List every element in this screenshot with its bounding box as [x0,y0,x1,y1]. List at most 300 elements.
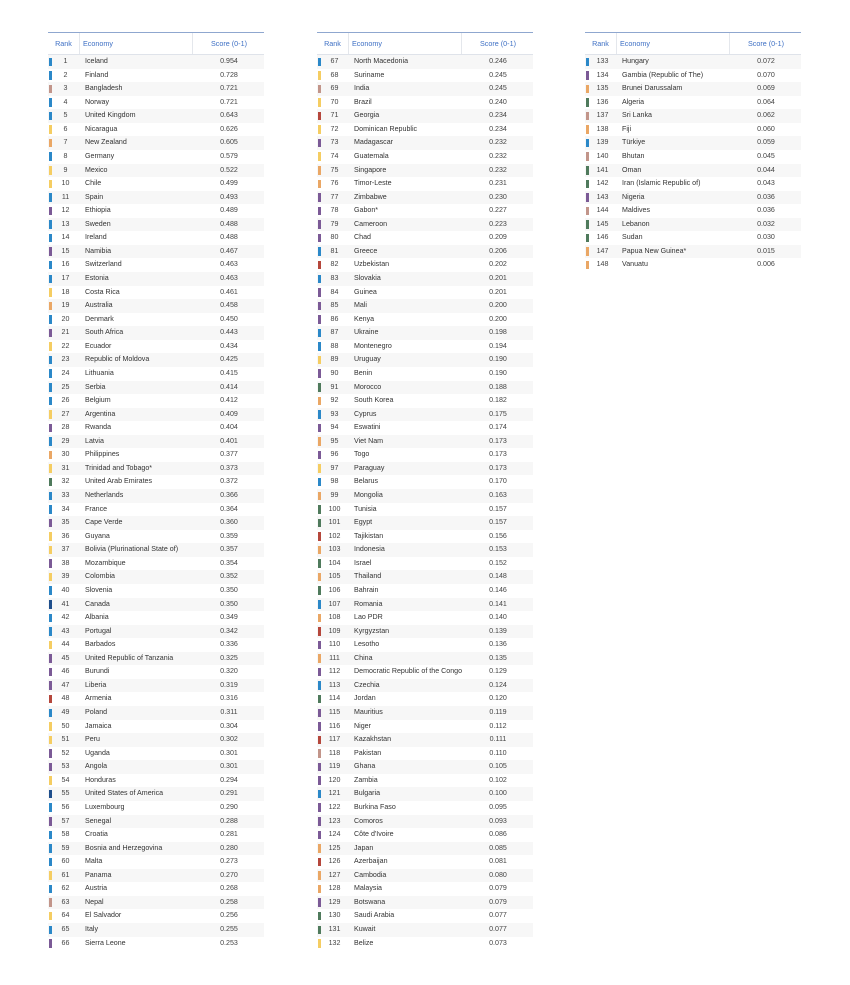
economy-cell: Guinea [354,287,377,296]
score-cell: 0.201 [489,274,507,282]
rank-cell: 79 [330,219,339,228]
table-row [48,937,264,951]
economy-cell: Egypt [354,518,373,527]
rank-cell: 77 [330,192,339,201]
economy-cell: Sri Lanka [622,111,652,120]
score-cell: 0.156 [489,531,507,540]
economy-cell: New Zealand [85,138,127,147]
score-cell: 0.188 [489,382,507,391]
rank-cell: 65 [61,925,70,933]
economy-cell: Uzbekistan [354,260,390,269]
score-cell: 0.157 [489,518,507,527]
score-cell: 0.643 [220,111,238,120]
score-cell: 0.320 [220,667,238,676]
table-row [317,448,533,462]
table-row [48,489,264,503]
rank-cell: 97 [330,463,339,472]
rank-cell: 143 [596,192,609,201]
table-row [48,286,264,300]
table-row [48,475,264,489]
table-row [48,706,264,720]
table-row [48,869,264,883]
score-cell: 0.079 [489,897,507,906]
score-cell: 0.273 [220,857,238,866]
economy-cell: Zimbabwe [354,192,387,201]
score-cell: 0.139 [489,626,507,635]
rank-cell: 93 [330,409,339,418]
table-row [48,584,264,598]
table-row [317,625,533,639]
rank-cell: 100 [328,504,341,513]
table-body [585,55,801,272]
table-row [48,299,264,313]
score-cell: 0.579 [220,151,238,160]
score-cell: 0.102 [489,775,507,784]
table-row [48,96,264,110]
score-cell: 0.173 [489,463,507,472]
rank-cell: 51 [61,735,70,744]
table-row [48,340,264,354]
table-row [317,733,533,747]
ranking-table-2 [317,32,533,950]
score-cell: 0.268 [220,884,238,893]
economy-cell: Bolivia (Plurinational State of) [85,545,179,554]
economy-cell: Montenegro [354,341,392,350]
table-row [48,408,264,422]
economy-cell: Ghana [354,762,376,771]
header-rank[interactable]: Rank [317,33,349,54]
rank-cell: 14 [61,233,70,242]
economy-cell: Jordan [354,694,376,703]
economy-cell: Senegal [85,816,112,825]
economy-cell: Peru [85,735,100,744]
score-cell: 0.148 [489,572,507,581]
score-cell: 0.450 [220,314,238,323]
score-cell: 0.294 [220,775,238,784]
score-cell: 0.085 [489,843,507,852]
rank-cell: 133 [596,57,609,65]
rank-cell: 71 [330,111,339,120]
table-row [317,421,533,435]
score-cell: 0.605 [220,138,238,147]
table-header [48,32,264,55]
table-row [317,286,533,300]
table-row [48,801,264,815]
rank-cell: 142 [596,179,609,188]
table-row [48,787,264,801]
score-cell: 0.302 [220,735,238,744]
table-row [48,543,264,557]
table-row [317,869,533,883]
score-cell: 0.522 [220,165,238,174]
economy-cell: Uganda [85,748,110,757]
rank-cell: 112 [328,667,341,676]
economy-cell: El Salvador [85,911,122,920]
table-row [585,218,801,232]
table-row [48,421,264,435]
table-row [317,150,533,164]
score-cell: 0.360 [220,518,238,527]
rank-cell: 63 [61,897,70,906]
rank-cell: 29 [61,436,70,445]
table-row [317,313,533,327]
score-cell: 0.288 [220,816,238,825]
score-cell: 0.290 [220,802,238,811]
score-cell: 0.070 [757,70,775,79]
rank-cell: 146 [596,233,609,242]
score-cell: 0.493 [220,192,238,201]
rank-cell: 7 [63,138,68,147]
score-cell: 0.173 [489,450,507,459]
score-cell: 0.357 [220,545,238,554]
score-cell: 0.227 [489,206,507,215]
rank-cell: 19 [61,301,70,310]
table-row [585,231,801,245]
score-cell: 0.146 [489,585,507,594]
rank-cell: 8 [63,151,68,160]
header-economy[interactable]: Economy [349,33,462,54]
rank-cell: 105 [328,572,341,581]
table-row [48,245,264,259]
economy-cell: Colombia [85,572,115,581]
rank-cell: 102 [328,531,341,540]
table-row [48,530,264,544]
rank-cell: 4 [63,97,68,106]
score-cell: 0.721 [220,84,238,93]
table-row [317,598,533,612]
table-row [48,720,264,734]
economy-cell: Timor-Leste [354,179,392,188]
score-cell: 0.060 [757,124,775,133]
rank-cell: 43 [61,626,70,635]
score-cell: 0.112 [489,721,507,730]
economy-cell: Armenia [85,694,112,703]
rank-cell: 94 [330,423,339,432]
economy-cell: Japan [354,843,374,852]
rank-cell: 25 [61,382,70,391]
score-cell: 0.036 [757,192,775,201]
score-cell: 0.488 [220,233,238,242]
economy-cell: Mali [354,301,368,310]
score-cell: 0.372 [220,477,238,486]
rank-cell: 116 [328,721,341,730]
table-row [48,923,264,937]
score-cell: 0.245 [489,84,507,93]
table-row [48,177,264,191]
table-row [317,408,533,422]
table-row [48,638,264,652]
economy-cell: South Korea [354,396,394,405]
economy-cell: Cape Verde [85,518,123,527]
table-row [317,191,533,205]
rank-cell: 22 [61,341,70,350]
rank-cell: 129 [328,897,341,906]
economy-cell: Argentina [85,409,116,418]
rank-cell: 5 [63,111,68,120]
score-cell: 0.728 [220,70,238,79]
rank-cell: 53 [61,762,70,771]
score-cell: 0.030 [757,233,775,242]
score-cell: 0.256 [220,911,238,920]
rank-cell: 56 [61,802,70,811]
economy-cell: Switzerland [85,260,122,269]
economy-cell: Thailand [354,572,382,581]
table-row [317,353,533,367]
table-row [48,733,264,747]
economy-cell: Cyprus [354,409,377,418]
table-row [317,760,533,774]
score-cell: 0.209 [489,233,507,242]
rank-cell: 6 [63,124,68,133]
economy-cell: Sweden [85,219,111,228]
ranking-table-1 [48,32,264,950]
table-row [48,109,264,123]
table-row [48,570,264,584]
rank-cell: 12 [61,206,70,215]
rank-cell: 61 [61,870,70,879]
economy-cell: Ecuador [85,341,112,350]
table-row [317,218,533,232]
score-cell: 0.062 [757,111,775,120]
header-rank[interactable]: Rank [585,33,617,54]
economy-cell: Poland [85,708,108,716]
score-cell: 0.110 [489,748,507,757]
table-row [317,394,533,408]
score-cell: 0.190 [489,355,507,364]
table-row [48,326,264,340]
economy-cell: Belarus [354,477,379,486]
score-cell: 0.073 [489,938,507,947]
rank-cell: 139 [596,138,609,147]
rank-cell: 62 [61,884,70,893]
score-cell: 0.301 [220,762,238,771]
table-row [48,394,264,408]
table-row [317,272,533,286]
score-cell: 0.006 [757,260,775,269]
economy-cell: Albania [85,613,109,622]
table-body [317,55,533,950]
rank-cell: 123 [328,816,341,825]
economy-cell: Burundi [85,667,110,676]
table-row [48,882,264,896]
rank-cell: 48 [61,694,70,703]
score-cell: 0.258 [220,897,238,906]
table-row [317,245,533,259]
table-row [317,489,533,503]
economy-cell: Costa Rica [85,287,120,296]
table-row [317,557,533,571]
rank-cell: 85 [330,301,339,310]
score-cell: 0.015 [757,246,775,255]
score-cell: 0.200 [489,314,507,323]
economy-cell: Belgium [85,396,111,405]
economy-cell: Netherlands [85,491,124,499]
rank-cell: 117 [328,735,341,744]
table-row [317,909,533,923]
header-economy[interactable]: Economy [80,33,193,54]
rank-cell: 40 [61,585,70,594]
rank-cell: 9 [63,165,68,174]
rank-cell: 59 [61,843,70,852]
score-cell: 0.081 [489,857,507,866]
economy-cell: Finland [85,70,109,79]
rank-cell: 78 [330,206,339,215]
economy-cell: Malaysia [354,884,382,893]
rank-cell: 20 [61,314,70,323]
rank-cell: 125 [328,843,341,852]
economy-cell: Austria [85,884,108,893]
rank-cell: 120 [328,775,341,784]
score-cell: 0.467 [220,246,238,255]
economy-cell: Chad [354,233,371,242]
rank-cell: 135 [596,84,609,93]
rank-cell: 113 [328,680,341,689]
economy-cell: Comoros [354,816,383,825]
economy-cell: Saudi Arabia [354,911,395,920]
economy-cell: Belize [354,938,374,947]
economy-cell: Uruguay [354,355,381,364]
rank-cell: 121 [328,789,341,798]
rank-cell: 32 [61,477,70,486]
economy-cell: Lesotho [354,640,380,649]
score-cell: 0.461 [220,287,238,296]
economy-cell: Côte d'Ivoire [354,830,394,839]
table-row [585,245,801,259]
economy-cell: Barbados [85,640,116,649]
rank-cell: 90 [330,368,339,377]
table-row [585,123,801,137]
table-row [585,82,801,96]
header-rank[interactable]: Rank [48,33,80,54]
table-row [48,367,264,381]
rank-cell: 46 [61,667,70,676]
rank-cell: 26 [61,396,70,405]
header-score[interactable]: Score (0-1) [211,39,247,48]
score-cell: 0.077 [489,911,507,920]
score-cell: 0.223 [489,219,507,228]
table-row [48,123,264,137]
rank-cell: 39 [61,572,70,581]
score-cell: 0.077 [489,925,507,933]
table-row [317,503,533,517]
economy-cell: Bosnia and Herzegovina [85,843,163,852]
economy-cell: Nepal [85,897,104,906]
economy-cell: Türkiye [622,138,646,147]
economy-cell: Algeria [622,97,645,106]
table-row [48,665,264,679]
table-row [48,164,264,178]
score-cell: 0.111 [489,735,507,744]
economy-cell: Ukraine [354,328,379,337]
table-row [585,258,801,272]
economy-cell: Lithuania [85,368,114,377]
rank-cell: 45 [61,653,70,662]
rank-cell: 82 [330,260,339,269]
table-row [317,842,533,856]
rank-cell: 2 [63,70,68,79]
rank-cell: 144 [596,206,609,215]
table-row [48,760,264,774]
rank-cell: 89 [330,355,339,364]
rank-cell: 73 [330,138,339,147]
rank-cell: 31 [61,463,70,472]
economy-cell: North Macedonia [354,57,409,65]
score-cell: 0.373 [220,463,238,472]
rank-cell: 92 [330,396,339,405]
economy-cell: Chile [85,179,102,188]
score-cell: 0.349 [220,613,238,622]
table-header [317,32,533,55]
score-cell: 0.119 [489,708,507,716]
rank-cell: 37 [61,545,70,554]
table-row [48,625,264,639]
table-row [48,909,264,923]
rank-cell: 91 [330,382,339,391]
table-row [317,299,533,313]
table-row [48,218,264,232]
table-row [317,435,533,449]
score-cell: 0.234 [489,111,507,120]
table-row [317,747,533,761]
rank-cell: 106 [328,585,341,594]
score-cell: 0.135 [489,653,507,662]
score-cell: 0.350 [220,599,238,608]
economy-cell: Dominican Republic [354,124,418,133]
economy-cell: Italy [85,925,99,933]
header-score[interactable]: Score (0-1) [748,39,784,48]
rank-cell: 145 [596,219,609,228]
score-cell: 0.352 [220,572,238,581]
economy-cell: Gambia (Republic of The) [622,70,704,79]
header-score[interactable]: Score (0-1) [480,39,516,48]
score-cell: 0.354 [220,558,238,567]
economy-cell: Romania [354,599,383,608]
rank-cell: 130 [328,911,341,920]
rank-cell: 35 [61,518,70,527]
score-cell: 0.234 [489,124,507,133]
economy-cell: Niger [354,721,371,730]
rank-cell: 98 [330,477,339,486]
economy-cell: Mozambique [85,558,126,567]
economy-cell: Iran (Islamic Republic of) [622,179,701,188]
rank-cell: 1 [63,57,68,65]
table-row [317,367,533,381]
economy-cell: Nicaragua [85,124,118,133]
economy-cell: Brazil [354,97,372,106]
table-row [48,611,264,625]
score-cell: 0.319 [220,680,238,689]
table-row [317,923,533,937]
score-cell: 0.463 [220,274,238,282]
rank-cell: 68 [330,70,339,79]
score-cell: 0.350 [220,585,238,594]
table-body [48,55,264,950]
rank-cell: 21 [61,328,70,337]
score-cell: 0.174 [489,423,507,432]
economy-cell: Vanuatu [622,260,648,269]
economy-cell: Madagascar [354,138,394,147]
score-cell: 0.141 [489,599,507,608]
economy-cell: Mexico [85,165,108,174]
table-row [317,787,533,801]
rank-cell: 58 [61,830,70,839]
table-row [317,692,533,706]
economy-cell: Botswana [354,897,386,906]
table-row [317,611,533,625]
header-economy[interactable]: Economy [617,33,730,54]
economy-cell: Sierra Leone [85,938,126,947]
table-row [48,136,264,150]
